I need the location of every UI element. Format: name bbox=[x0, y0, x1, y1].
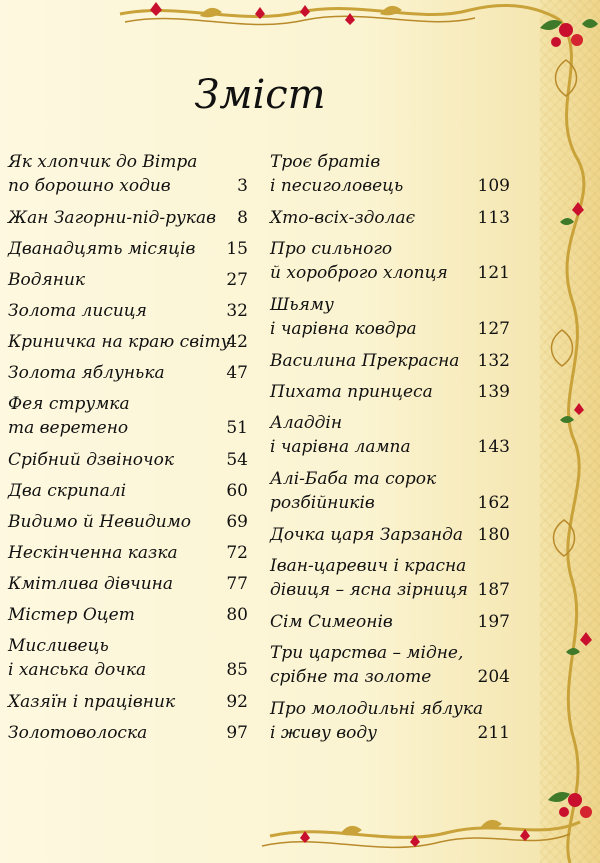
toc-entry bbox=[8, 721, 248, 745]
toc-entry-title: Золота лисиця bbox=[8, 301, 147, 321]
toc-entry-page-number: 197 bbox=[477, 612, 510, 632]
toc-entry-title: Водяник bbox=[8, 270, 86, 290]
toc-entry-title: Про молодильні яблука bbox=[270, 699, 484, 719]
toc-entry-title-line2: і чарівна лампа bbox=[270, 437, 411, 457]
toc-entry-page-number: 143 bbox=[477, 437, 510, 457]
toc-entry-title: Іван-царевич і красна bbox=[270, 556, 467, 576]
toc-entry-title-line2: і песиголовець bbox=[270, 176, 404, 196]
toc-entry bbox=[270, 554, 510, 602]
toc-entry bbox=[270, 293, 510, 341]
toc-entry-title: Хто-всіх-здолає bbox=[270, 208, 416, 228]
toc-entry-title: Срібний дзвіночок bbox=[8, 450, 174, 470]
toc-entry-title: Видимо й Невидимо bbox=[8, 512, 192, 532]
toc-entry-page-number: 54 bbox=[226, 450, 248, 470]
toc-entry-page-number: 204 bbox=[477, 667, 510, 687]
toc-entry-title: Кмітлива дівчина bbox=[8, 574, 173, 594]
toc-entry bbox=[270, 697, 510, 745]
toc-entry-title: Аладдін bbox=[270, 413, 343, 433]
toc-entry-title: Про сильного bbox=[270, 239, 393, 259]
toc-entry-title: Шьяму bbox=[270, 295, 334, 315]
toc-entry-page-number: 187 bbox=[477, 580, 510, 600]
toc-entry-title-line2: та веретено bbox=[8, 418, 129, 438]
toc-entry-page-number: 139 bbox=[477, 382, 510, 402]
toc-entry-page-number: 80 bbox=[226, 605, 248, 625]
toc-entry-title-line2: срібне та золоте bbox=[270, 667, 432, 687]
toc-entry-page-number: 180 bbox=[477, 525, 510, 545]
toc-entry-title: Сім Симеонів bbox=[270, 612, 393, 632]
toc-entry bbox=[270, 150, 510, 198]
toc-entry bbox=[8, 330, 248, 354]
toc-entry bbox=[270, 641, 510, 689]
toc-entry-title: Як хлопчик до Вітра bbox=[8, 152, 198, 172]
toc-entry-title: Хазяїн і працівник bbox=[8, 692, 176, 712]
toc-entry bbox=[270, 206, 510, 230]
toc-entry-title-line2: й хороброго хлопця bbox=[270, 263, 448, 283]
toc-entry bbox=[8, 634, 248, 682]
toc-entry-title: Пихата принцеса bbox=[270, 382, 433, 402]
toc-entry-page-number: 72 bbox=[226, 543, 248, 563]
toc-entry-page-number: 211 bbox=[477, 723, 510, 743]
toc-entry bbox=[8, 206, 248, 230]
toc-entry bbox=[270, 610, 510, 634]
toc-entry-page-number: 92 bbox=[226, 692, 248, 712]
toc-entry-title: Дочка царя Зарзанда bbox=[270, 525, 463, 545]
toc-entry bbox=[8, 361, 248, 385]
toc-entry bbox=[8, 299, 248, 323]
toc-entry-page-number: 77 bbox=[226, 574, 248, 594]
toc-entry-page-number: 109 bbox=[477, 176, 510, 196]
toc-entry-page-number: 15 bbox=[226, 239, 248, 259]
toc-entry-title: Василина Прекрасна bbox=[270, 351, 460, 371]
toc-entry bbox=[8, 541, 248, 565]
toc-entry-title: Нескінченна казка bbox=[8, 543, 178, 563]
toc-entry bbox=[8, 448, 248, 472]
toc-entry-title: Містер Оцет bbox=[8, 605, 135, 625]
toc-entry bbox=[270, 237, 510, 285]
toc-entry bbox=[8, 268, 248, 292]
toc-entry-page-number: 69 bbox=[226, 512, 248, 532]
toc-entry-title: Криничка на краю світу bbox=[8, 332, 231, 352]
toc-entry bbox=[8, 603, 248, 627]
toc-entry-page-number: 42 bbox=[226, 332, 248, 352]
toc-entry-page-number: 132 bbox=[477, 351, 510, 371]
toc-entry-page-number: 97 bbox=[226, 723, 248, 743]
toc-entry bbox=[270, 411, 510, 459]
toc-entry-page-number: 127 bbox=[477, 319, 510, 339]
toc-entry-page-number: 27 bbox=[226, 270, 248, 290]
toc-entry-page-number: 3 bbox=[237, 176, 248, 196]
toc-entry-title-line2: і живу воду bbox=[270, 723, 378, 743]
page-title: Зміст bbox=[194, 72, 326, 118]
toc-entry-title: Дванадцять місяців bbox=[8, 239, 196, 259]
toc-entry bbox=[8, 237, 248, 261]
toc-entry bbox=[270, 523, 510, 547]
toc-entry bbox=[8, 510, 248, 534]
toc-entry-title-line2: і чарівна ковдра bbox=[270, 319, 417, 339]
toc-entry-title: Алі-Баба та сорок bbox=[270, 469, 437, 489]
toc-entry-page-number: 113 bbox=[477, 208, 510, 228]
toc-entry bbox=[270, 467, 510, 515]
toc-entry-title: Жан Загорни-під-рукав bbox=[8, 208, 216, 228]
toc-entry-page-number: 121 bbox=[477, 263, 510, 283]
toc-entry-title: Фея струмка bbox=[8, 394, 130, 414]
toc-entry bbox=[270, 380, 510, 404]
toc-entry bbox=[270, 349, 510, 373]
toc-entry-page-number: 162 bbox=[477, 493, 510, 513]
toc-entry-page-number: 47 bbox=[226, 363, 248, 383]
toc-entry-page-number: 32 bbox=[226, 301, 248, 321]
toc-entry bbox=[8, 690, 248, 714]
toc-entry-title: Два скрипалі bbox=[8, 481, 127, 501]
toc-entry-title: Золотоволоска bbox=[8, 723, 148, 743]
toc-entry bbox=[8, 572, 248, 596]
toc-entry-title-line2: по борошно ходив bbox=[8, 176, 171, 196]
toc-entry-title: Мисливець bbox=[8, 636, 109, 656]
toc-entry-title-line2: розбійників bbox=[270, 493, 375, 513]
toc-entry-title: Три царства – мідне, bbox=[270, 643, 464, 663]
toc-entry-title: Троє братів bbox=[270, 152, 381, 172]
toc-entry bbox=[8, 392, 248, 440]
toc-entry-page-number: 8 bbox=[237, 208, 248, 228]
toc-entry bbox=[8, 479, 248, 503]
toc-entry-title: Золота яблунька bbox=[8, 363, 165, 383]
toc-entry-page-number: 60 bbox=[226, 481, 248, 501]
toc-entry-page-number: 51 bbox=[226, 418, 248, 438]
toc-entry-title-line2: і ханська дочка bbox=[8, 660, 147, 680]
toc-entry-page-number: 85 bbox=[226, 660, 248, 680]
toc-entry bbox=[8, 150, 248, 198]
toc-entry-title-line2: дівиця – ясна зірниця bbox=[270, 580, 468, 600]
